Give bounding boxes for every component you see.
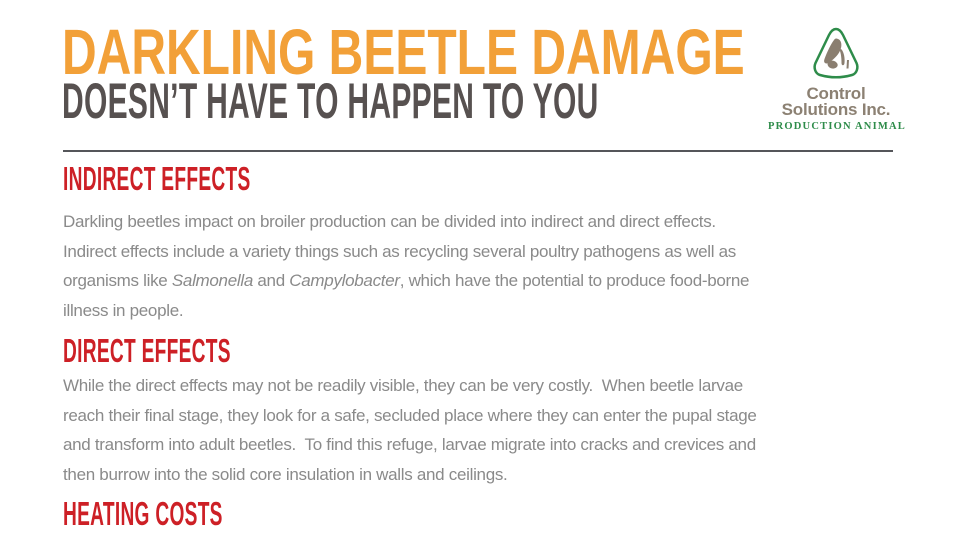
section-heading: HEATING COSTS — [63, 495, 223, 532]
page-title: DARKLING BEETLE DAMAGE — [62, 16, 745, 88]
section-indirect-effects — [63, 162, 386, 195]
text-line: and transform into adult beetles. To find this refuge, larvae migrate into cracks and crevices and — [63, 435, 756, 454]
text-line: organisms like Salmonella and Campylobacter, which have the potential to produce food-borne — [63, 271, 750, 290]
text-line: Darkling beetles impact on broiler production can be divided into indirect and direct effects. — [63, 212, 716, 231]
page-subtitle: DOESN’T HAVE TO HAPPEN TO YOU — [62, 73, 599, 129]
logo-name-line1: Control — [806, 84, 866, 103]
company-logo — [768, 25, 904, 132]
section-heating-costs — [63, 497, 338, 530]
paragraph-indirect-effects — [63, 207, 749, 325]
logo-mark-icon — [811, 25, 861, 85]
text-line: Indirect effects include a variety things such as recycling several poultry pathogens as well as — [63, 241, 736, 261]
text-line: illness in people. — [63, 300, 184, 320]
section-direct-effects — [63, 334, 352, 367]
text-line: reach their final stage, they look for a safe, secluded place where they can enter the pupal stage — [63, 405, 757, 425]
text-line: While the direct effects may not be readily visible, they can be very costly. When beetle larvae — [63, 376, 743, 395]
text-line: then burrow into the solid core insulation in walls and ceilings. — [63, 464, 508, 484]
header-divider — [63, 150, 893, 152]
logo-name-line2: Solutions Inc. — [781, 99, 891, 119]
paragraph-direct-effects — [63, 371, 757, 489]
section-heading: INDIRECT EFFECTS — [63, 160, 251, 197]
section-heading: DIRECT EFFECTS — [63, 332, 231, 369]
logo-tagline: PRODUCTION ANIMAL — [768, 121, 906, 132]
